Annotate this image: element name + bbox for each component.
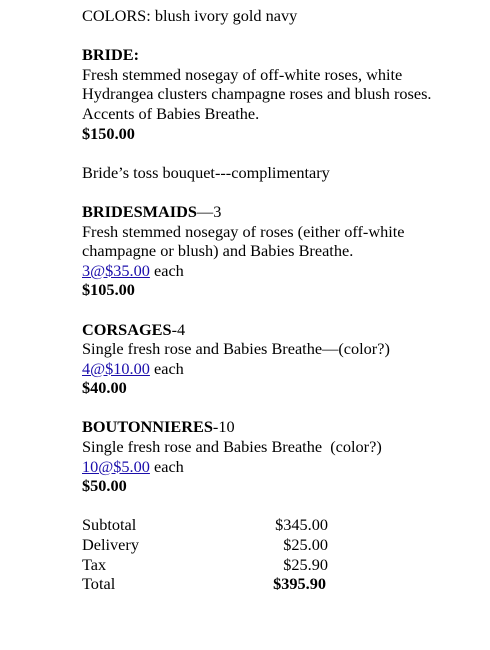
- subtotal-row: [82, 515, 482, 535]
- corsages-description: Single fresh rose and Babies Breathe—(color?): [82, 339, 390, 359]
- bride-price: $150.00: [82, 123, 135, 143]
- bridesmaids-quantity-line: [82, 261, 482, 281]
- corsages-count: -4: [171, 319, 186, 339]
- boutonnieres-heading: BOUTONNIERES: [82, 417, 213, 437]
- spacer: [82, 26, 482, 46]
- subtotal-label: Subtotal: [82, 515, 137, 535]
- total-label: Total: [82, 574, 116, 594]
- boutonnieres-quantity-line: [82, 457, 482, 477]
- tax-value: $25.90: [283, 554, 328, 574]
- boutonnieres-heading-line: [82, 417, 482, 437]
- tax-row: [82, 555, 482, 575]
- boutonnieres-each: each: [149, 456, 184, 476]
- corsages-quantity-line: [82, 359, 482, 379]
- bridesmaids-heading-line: [82, 202, 482, 222]
- total-value: $395.90: [273, 574, 326, 594]
- bridesmaids-description-line-1: Fresh stemmed nosegay of roses (either off-white: [82, 221, 405, 241]
- bride-heading: BRIDE:: [82, 45, 139, 65]
- bride-description-line-3: Accents of Babies Breathe.: [82, 103, 260, 123]
- spacer: [82, 496, 482, 516]
- bride-description-line-2: Hydrangea clusters champagne roses and blush roses.: [82, 84, 432, 104]
- boutonnieres-count: -10: [212, 417, 235, 437]
- delivery-label: Delivery: [82, 535, 139, 555]
- boutonnieres-quantity-link[interactable]: 10@$5.00: [82, 456, 150, 476]
- delivery-row: [82, 535, 482, 555]
- corsages-heading-line: [82, 320, 482, 340]
- bridesmaids-each: each: [149, 260, 184, 280]
- spacer: [82, 398, 482, 418]
- corsages-section: [82, 320, 482, 398]
- boutonnieres-section: [82, 417, 482, 495]
- bridesmaids-heading: BRIDESMAIDS: [82, 201, 197, 221]
- bridesmaids-description-line-2: champagne or blush) and Babies Breathe.: [82, 241, 354, 261]
- document-page: [82, 6, 482, 594]
- toss-bouquet-line: Bride’s toss bouquet---complimentary: [82, 162, 330, 182]
- bride-description-line-1: Fresh stemmed nosegay of off-white roses, white: [82, 64, 403, 84]
- spacer: [82, 182, 482, 202]
- boutonnieres-description: Single fresh rose and Babies Breathe (color?): [82, 437, 382, 457]
- bridesmaids-quantity-link[interactable]: 3@$35.00: [82, 260, 150, 280]
- corsages-heading: CORSAGES: [82, 319, 172, 339]
- totals-section: [82, 515, 482, 593]
- delivery-value: $25.00: [283, 535, 328, 555]
- corsages-price: $40.00: [82, 378, 127, 398]
- tax-label: Tax: [82, 554, 107, 574]
- bridesmaids-price: $105.00: [82, 280, 135, 300]
- boutonnieres-price: $50.00: [82, 476, 127, 496]
- spacer: [82, 143, 482, 163]
- spacer: [82, 300, 482, 320]
- bridesmaids-count: —3: [196, 201, 222, 221]
- total-row: [82, 574, 482, 594]
- subtotal-value: $345.00: [275, 515, 328, 535]
- corsages-each: each: [149, 358, 184, 378]
- corsages-quantity-link[interactable]: 4@$10.00: [82, 358, 150, 378]
- bride-section: [82, 45, 482, 143]
- bridesmaids-section: [82, 202, 482, 300]
- colors-line: COLORS: blush ivory gold navy: [82, 6, 298, 25]
